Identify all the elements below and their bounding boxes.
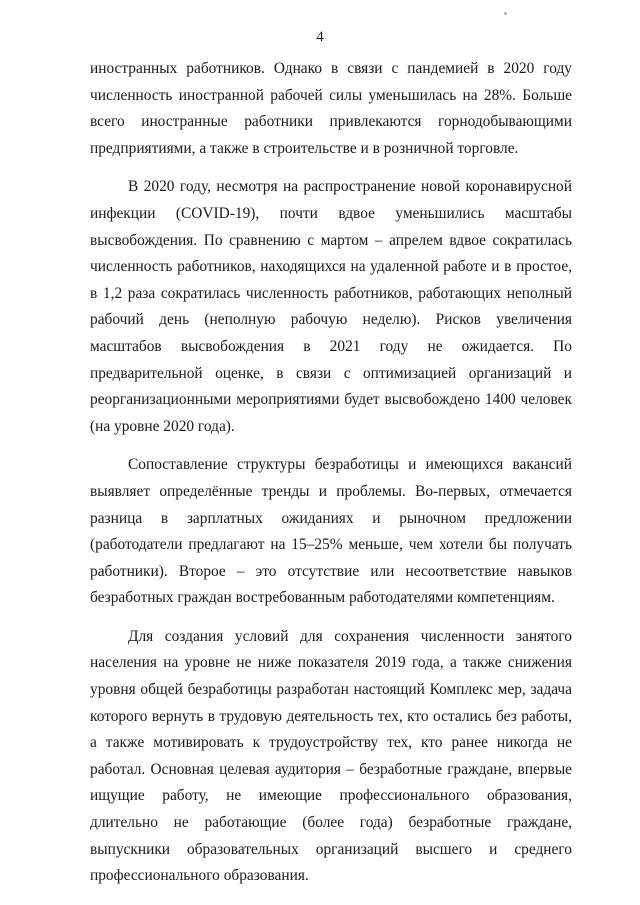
paragraph-unemployment-structure: Сопоставление структуры безработицы и имеющихся вакансий выявляет определённые тренды и проблемы. Во-первых, отмечается разница в зарплатных ожиданиях и рыночном предложении (работодатели предлагают на 15–25% меньше, чем хотели бы получать работники). Второе – это отсутствие или несоответствие навыков безработных граждан востребованным работодателями компетенциям.	[90, 456, 572, 607]
paragraph-measures-complex: Для создания условий для сохранения численности занятого населения на уровне не ниже показателя 2019 года, а также снижения уровня общей безработицы разработан настоящий Комплекс мер, задача которого вернуть в трудовую деятельность тех, кто остались без работы, а также мотивировать к трудоустройству тех, кто ранее никогда не работал. Основная целевая аудитория – безработные граждане, впервые ищущие работу, не имеющие профессионального образования, длительно не работающие (более года) безработные граждане, выпускники образовательных организаций высшего и среднего профессионального образования.	[90, 627, 572, 885]
scan-speck	[504, 12, 507, 15]
page-number: 4	[316, 29, 324, 45]
paragraph-foreign-workers: иностранных работников. Однако в связи с пандемией в 2020 году численность иностранной рабочей силы уменьшилась на 28%. Больше всего иностранные работники привлекаются горнодобывающими предприятиями, а также в строительстве и в розничной торговле.	[90, 60, 572, 157]
body-text	[90, 56, 572, 902]
paragraph-layoffs-2020: В 2020 году, несмотря на распространение новой коронавирусной инфекции (COVID-19), почти вдвое уменьшились масштабы высвобождения. По сравнению с мартом – апрелем вдвое сократилась численность работников, находящихся на удаленной работе и в простое, в 1,2 раза сократилась численность работников, работающих неполный рабочий день (неполную рабочую неделю). Рисков увеличения масштабов высвобождения в 2021 году не ожидается. По предварительной оценке, в связи с оптимизацией организаций и реорганизационными мероприятиями будет высвобождено 1400 человек (на уровне 2020 года).	[90, 178, 572, 435]
